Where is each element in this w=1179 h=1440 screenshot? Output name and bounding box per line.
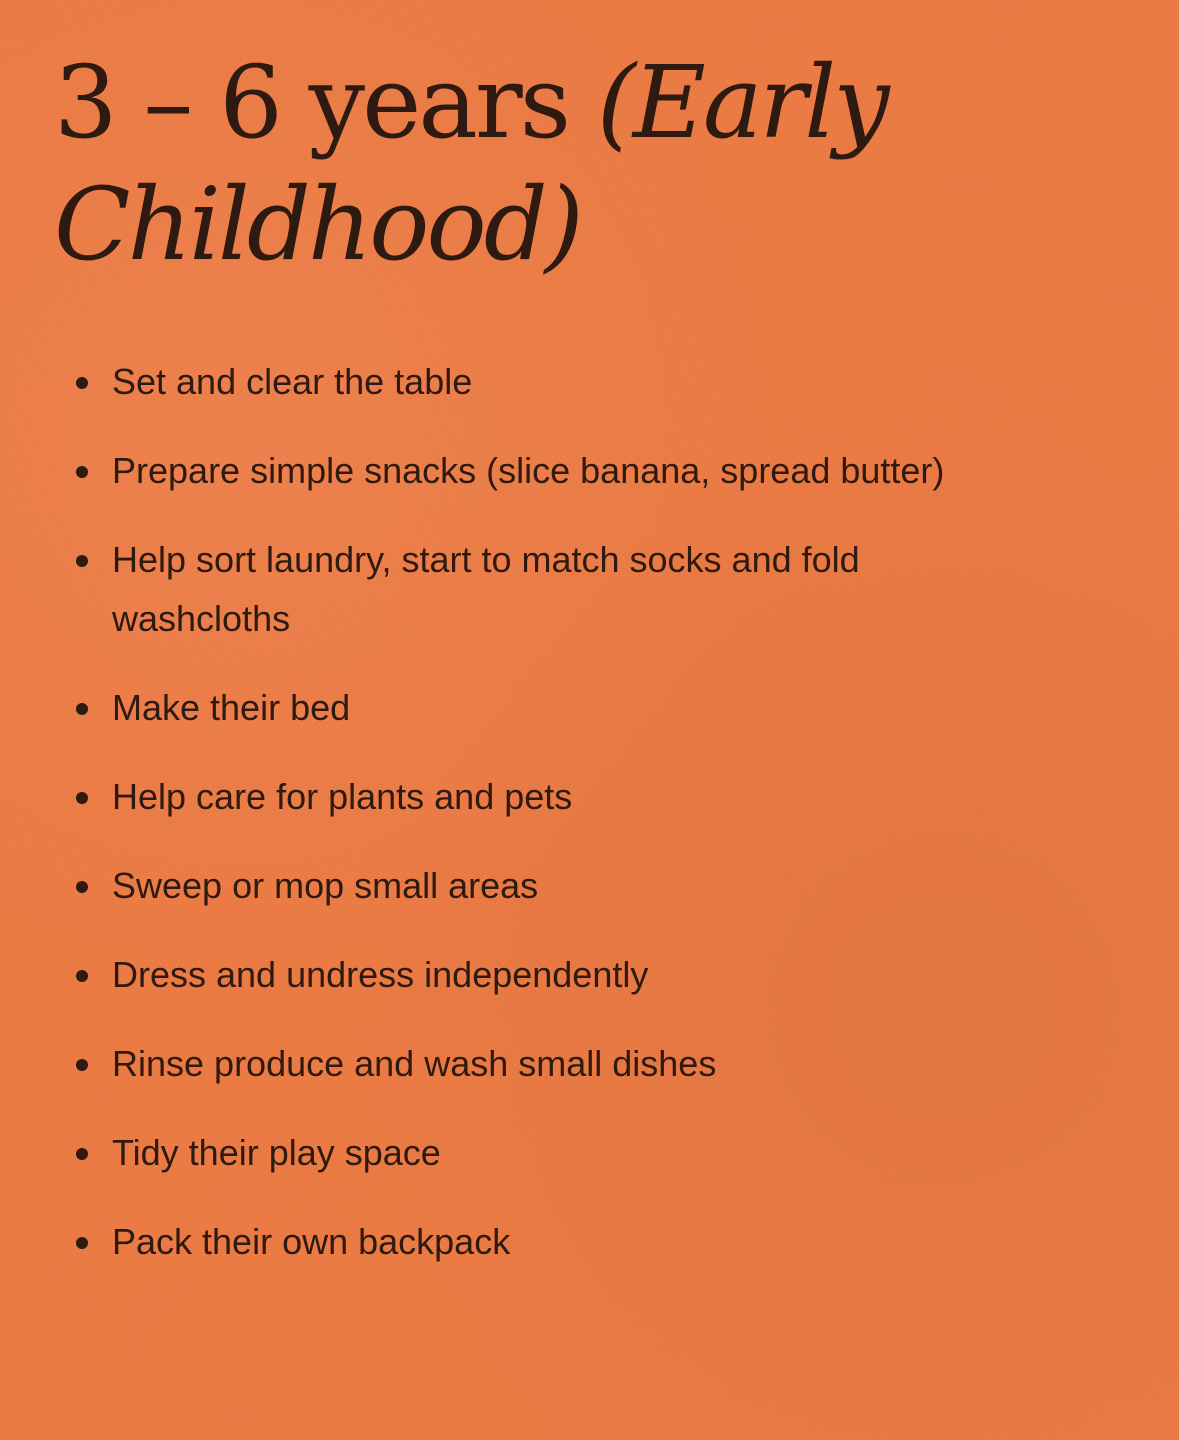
list-item-text: Set and clear the table xyxy=(112,361,473,402)
bullet-icon xyxy=(76,555,88,567)
list-item-text: Sweep or mop small areas xyxy=(112,865,539,906)
list-item-text: Help care for plants and pets xyxy=(112,776,573,817)
bullet-icon xyxy=(76,881,88,893)
list-item xyxy=(72,1212,1132,1271)
list-item xyxy=(72,441,1132,500)
list-item xyxy=(72,856,1132,915)
list-item-text: Prepare simple snacks (slice banana, spread butter) xyxy=(112,450,945,491)
bullet-icon xyxy=(76,466,88,478)
list-item xyxy=(72,678,1132,737)
bullet-icon xyxy=(76,970,88,982)
bullet-icon xyxy=(76,1237,88,1249)
list-item xyxy=(72,1123,1132,1182)
list-item-text: Tidy their play space xyxy=(112,1132,441,1173)
list-item-text: Make their bed xyxy=(112,687,351,728)
list-item-text: Dress and undress independently xyxy=(112,954,649,995)
list-item xyxy=(72,767,1132,826)
list-item xyxy=(72,1034,1132,1093)
list-item-text: Pack their own backpack xyxy=(112,1221,511,1262)
list-item-text: Rinse produce and wash small dishes xyxy=(112,1043,717,1084)
title-italic: (Early Childhood) xyxy=(54,44,887,283)
bullet-icon xyxy=(76,703,88,715)
bullet-icon xyxy=(76,792,88,804)
bullet-icon xyxy=(76,1059,88,1071)
list-item xyxy=(72,352,1132,411)
title-plain: 3 – 6 years xyxy=(54,44,597,161)
list-item xyxy=(72,530,992,648)
list-item-text: Help sort laundry, start to match socks and fold washcloths xyxy=(112,539,860,639)
bullet-icon xyxy=(76,377,88,389)
list-item xyxy=(72,945,1132,1004)
page-title xyxy=(54,42,1134,286)
bullet-icon xyxy=(76,1148,88,1160)
chore-list xyxy=(72,352,1132,1301)
